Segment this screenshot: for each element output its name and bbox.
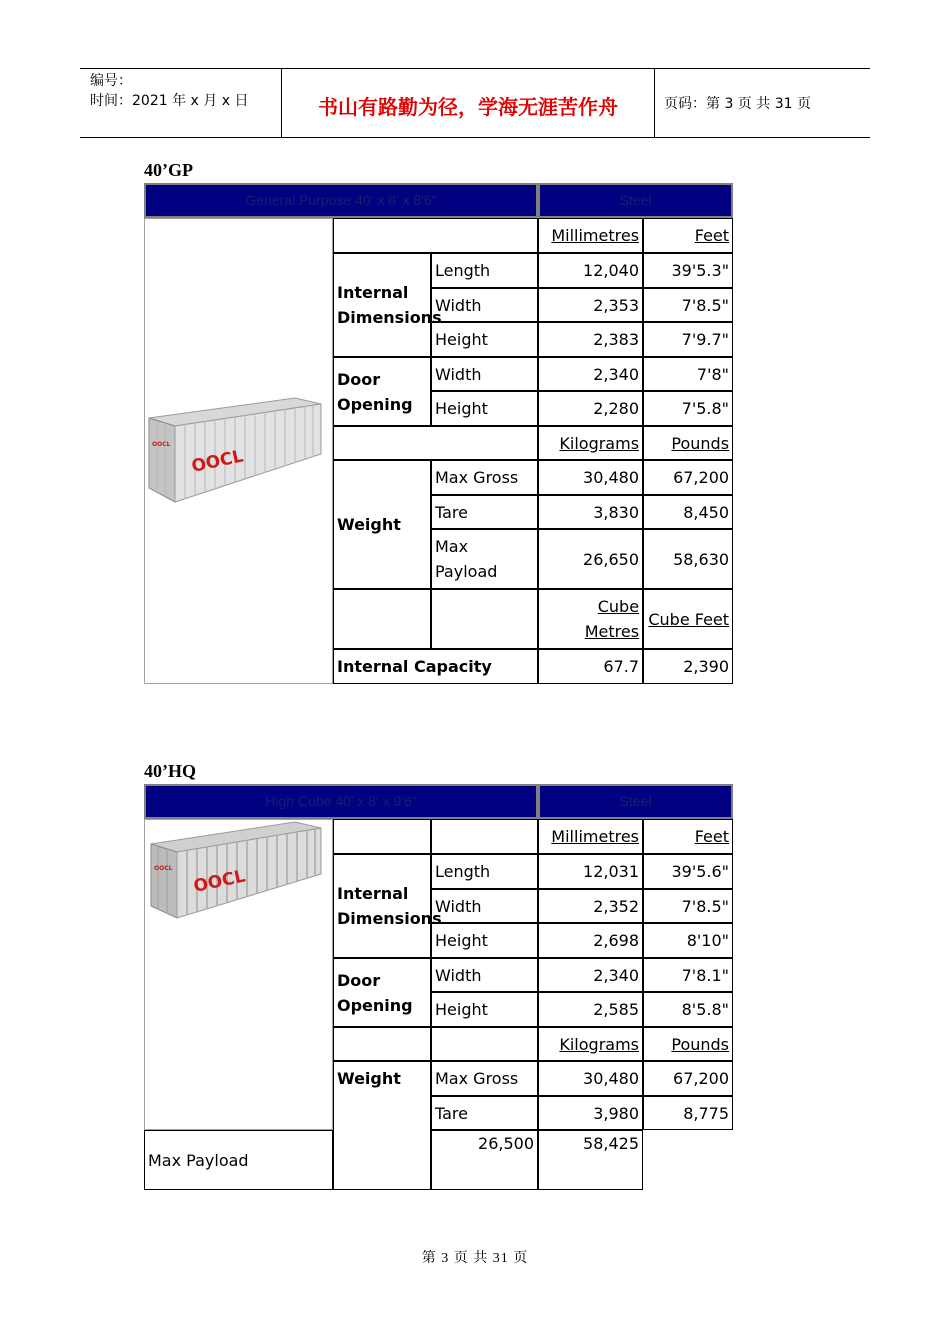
hq-container-image [144,819,333,1130]
hq-door-width-label: Width [431,958,538,992]
hq-height-label: Height [431,923,538,958]
hq-max-gross-kg: 30,480 [538,1061,643,1096]
hq-door-height-label: Height [431,992,538,1027]
gp-max-gross-kg: 30,480 [538,460,643,495]
gp-height-label: Height [431,322,538,357]
gp-unit-pounds: Pounds [643,426,733,460]
header-meta [90,71,248,111]
hq-header-material: Steel [538,784,733,819]
hq-oocl-door-logo: OOCL [154,865,173,872]
hq-width-label: Width [431,889,538,923]
gp-max-gross-lb: 67,200 [643,460,733,495]
gp-max-payload-kg: 26,650 [538,529,643,589]
gp-weight-label: Weight [333,460,431,589]
hq-door-width-mm: 2,340 [538,958,643,992]
gp-door-width-ft: 7'8" [643,357,733,391]
hq-width-ft: 7'8.5" [643,889,733,923]
document-date-label: 时间：2021 年 x 月 x 日 [90,93,249,109]
gp-door-opening-label: Door Opening [333,357,431,426]
gp-unit-feet: Feet [643,218,733,253]
gp-unit-kilograms: Kilograms [538,426,643,460]
gp-internal-capacity-label: Internal Capacity [333,649,538,684]
gp-capacity-cbm: 67.7 [538,649,643,684]
gp-length-label: Length [431,253,538,288]
hq-unit-millimetres: Millimetres [538,819,643,854]
hq-length-label: Length [431,854,538,889]
gp-internal-dimensions-label: Internal Dimensions [333,253,431,357]
hq-door-opening-label: Door Opening [333,958,431,1027]
gp-container-image [144,218,333,684]
hq-header-description: High Cube 40' x 8' x 9'6" [144,784,538,819]
hq-section-title: 40’HQ [144,761,196,781]
gp-door-width-label: Width [431,357,538,391]
hq-unit-feet: Feet [643,819,733,854]
hq-weight-label: Weight [333,1061,431,1190]
hq-door-height-ft: 8'5.8" [643,992,733,1027]
hq-tare-label: Tare [431,1096,538,1130]
gp-height-mm: 2,383 [538,322,643,357]
hq-max-payload-kg: 26,500 [431,1130,538,1190]
hq-door-width-ft: 7'8.1" [643,958,733,992]
hq-unit-pounds: Pounds [643,1027,733,1061]
hq-unit-kilograms: Kilograms [538,1027,643,1061]
gp-max-payload-label: Max Payload [431,529,538,589]
hq-height-ft: 8'10" [643,923,733,958]
gp-tare-kg: 3,830 [538,495,643,529]
hq-oocl-logo: OOCL [191,866,248,897]
hq-length-mm: 12,031 [538,854,643,889]
gp-max-payload-lb: 58,630 [643,529,733,589]
page-header [80,68,870,138]
gp-oocl-logo: OOCL [189,446,246,477]
document-number-label: 编号： [90,73,132,89]
hq-internal-dimensions-label: Internal Dimensions [333,854,431,958]
gp-length-ft: 39'5.3" [643,253,733,288]
hq-tare-kg: 3,980 [538,1096,643,1130]
hq-spec-table [144,784,733,1190]
gp-tare-lb: 8,450 [643,495,733,529]
gp-door-height-ft: 7'5.8" [643,391,733,426]
gp-spec-table [144,183,733,684]
hq-max-payload-lb: 58,425 [538,1130,643,1190]
hq-height-mm: 2,698 [538,923,643,958]
gp-container-illustration [145,396,325,506]
page-footer: 第 3 页 共 31 页 [421,1251,529,1266]
gp-unit-millimetres: Millimetres [538,218,643,253]
gp-header-description: General Purpose 40' x 8' x 8'6" [144,183,538,218]
gp-max-gross-label: Max Gross [431,460,538,495]
gp-capacity-cbf: 2,390 [643,649,733,684]
hq-max-gross-label: Max Gross [431,1061,538,1096]
gp-height-ft: 7'9.7" [643,322,733,357]
gp-width-mm: 2,353 [538,288,643,322]
gp-door-height-mm: 2,280 [538,391,643,426]
gp-tare-label: Tare [431,495,538,529]
gp-oocl-door-logo: OOCL [152,441,171,448]
hq-max-gross-lb: 67,200 [643,1061,733,1096]
hq-length-ft: 39'5.6" [643,854,733,889]
hq-container-illustration [145,820,325,920]
gp-header-material: Steel [538,183,733,218]
gp-door-height-label: Height [431,391,538,426]
gp-length-mm: 12,040 [538,253,643,288]
gp-door-width-mm: 2,340 [538,357,643,391]
gp-section-title: 40’GP [144,160,193,180]
hq-width-mm: 2,352 [538,889,643,923]
gp-unit-cube-metres: Cube Metres [538,589,643,649]
header-page-info: 页码：第 3 页 共 31 页 [664,96,811,112]
gp-width-label: Width [431,288,538,322]
hq-tare-lb: 8,775 [643,1096,733,1130]
gp-width-ft: 7'8.5" [643,288,733,322]
hq-door-height-mm: 2,585 [538,992,643,1027]
gp-unit-cube-feet: Cube Feet [643,589,733,649]
header-motto: 书山有路勤为径，学海无涯苦作舟 [318,95,618,119]
header-divider [654,69,655,137]
hq-max-payload-label: Max Payload [144,1130,333,1190]
